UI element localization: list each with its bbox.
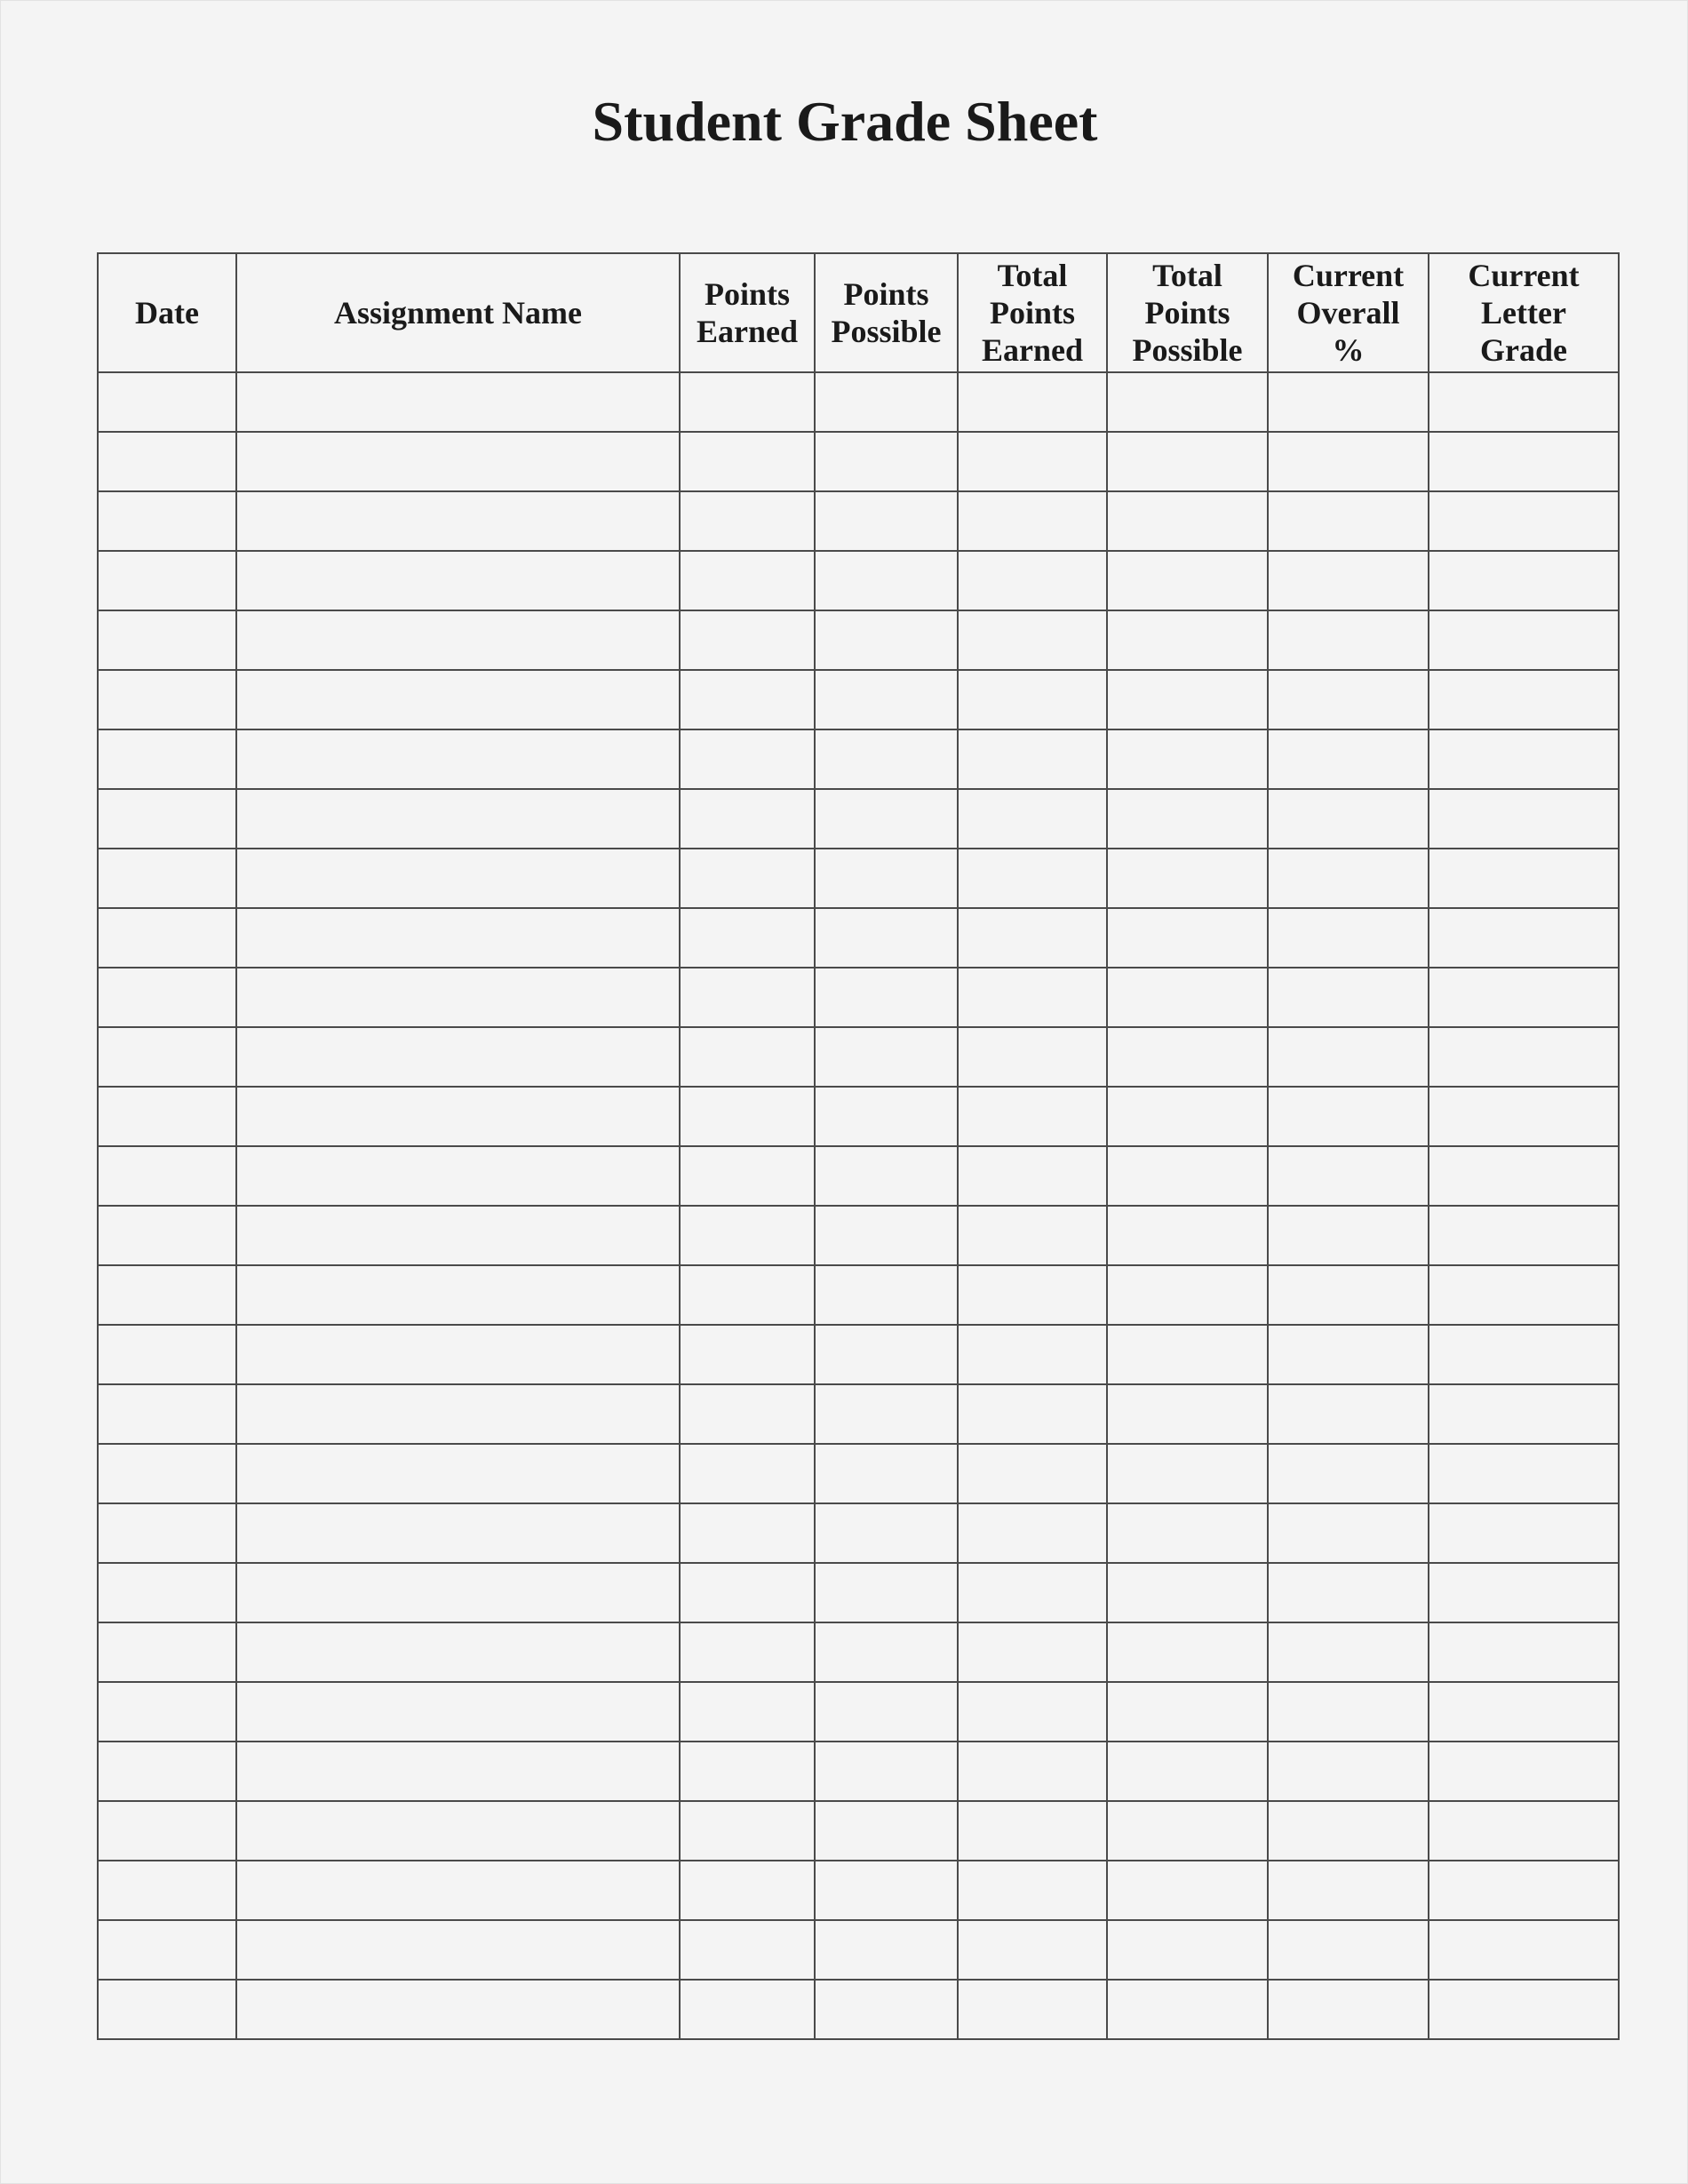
table-cell-points-possible <box>815 1861 958 1920</box>
table-cell-total-points-possible <box>1107 491 1268 551</box>
page-title: Student Grade Sheet <box>592 90 1098 153</box>
table-cell-total-points-possible <box>1107 789 1268 849</box>
table-cell-total-points-earned <box>958 968 1107 1027</box>
table-cell-current-overall-percent <box>1268 610 1429 670</box>
table-cell-total-points-earned <box>958 372 1107 432</box>
table-cell-current-letter-grade <box>1429 1325 1619 1384</box>
table-cell-total-points-earned <box>958 551 1107 610</box>
table-cell-date <box>98 1682 236 1742</box>
column-header-line: Assignment Name <box>334 295 582 331</box>
table-cell-total-points-possible <box>1107 1861 1268 1920</box>
table-cell-date <box>98 1384 236 1444</box>
table-cell-current-letter-grade <box>1429 1027 1619 1087</box>
table-cell-total-points-possible <box>1107 1622 1268 1682</box>
table-cell-current-letter-grade <box>1429 1980 1619 2039</box>
table-row <box>98 789 1619 849</box>
table-cell-current-letter-grade <box>1429 1920 1619 1980</box>
table-cell-points-possible <box>815 1801 958 1861</box>
table-cell-points-earned <box>680 1920 815 1980</box>
table-cell-total-points-earned <box>958 1503 1107 1563</box>
table-row <box>98 1861 1619 1920</box>
table-cell-assignment-name <box>236 1742 680 1801</box>
table-row <box>98 1742 1619 1801</box>
table-cell-current-letter-grade <box>1429 670 1619 729</box>
grade-table <box>97 252 1620 2040</box>
column-header-line: Overall <box>1296 295 1400 331</box>
table-cell-current-overall-percent <box>1268 729 1429 789</box>
table-cell-points-possible <box>815 1682 958 1742</box>
table-cell-current-overall-percent <box>1268 491 1429 551</box>
table-cell-points-possible <box>815 1265 958 1325</box>
table-cell-total-points-earned <box>958 908 1107 968</box>
table-cell-points-earned <box>680 1087 815 1146</box>
table-cell-assignment-name <box>236 670 680 729</box>
table-cell-date <box>98 1027 236 1087</box>
table-cell-points-earned <box>680 372 815 432</box>
table-cell-points-possible <box>815 1503 958 1563</box>
table-cell-assignment-name <box>236 1801 680 1861</box>
table-cell-current-overall-percent <box>1268 1920 1429 1980</box>
table-cell-total-points-earned <box>958 1206 1107 1265</box>
table-cell-current-letter-grade <box>1429 1087 1619 1146</box>
table-cell-current-overall-percent <box>1268 432 1429 491</box>
table-cell-total-points-possible <box>1107 372 1268 432</box>
table-cell-points-possible <box>815 1622 958 1682</box>
table-cell-assignment-name <box>236 432 680 491</box>
column-header-line: Letter <box>1481 295 1566 331</box>
table-cell-total-points-possible <box>1107 1087 1268 1146</box>
table-cell-current-letter-grade <box>1429 729 1619 789</box>
table-row <box>98 372 1619 432</box>
table-cell-date <box>98 1861 236 1920</box>
table-row <box>98 610 1619 670</box>
table-cell-total-points-possible <box>1107 1980 1268 2039</box>
table-cell-points-possible <box>815 610 958 670</box>
column-header-line: % <box>1332 332 1365 368</box>
table-cell-total-points-possible <box>1107 729 1268 789</box>
table-cell-points-possible <box>815 372 958 432</box>
column-header-line: Earned <box>981 332 1083 368</box>
table-cell-total-points-possible <box>1107 849 1268 908</box>
table-cell-points-earned <box>680 908 815 968</box>
table-cell-current-overall-percent <box>1268 1563 1429 1622</box>
table-cell-points-earned <box>680 1622 815 1682</box>
table-cell-date <box>98 908 236 968</box>
table-cell-total-points-earned <box>958 729 1107 789</box>
table-cell-assignment-name <box>236 1027 680 1087</box>
column-header-date <box>98 253 236 372</box>
table-row <box>98 432 1619 491</box>
table-row <box>98 1682 1619 1742</box>
table-cell-date <box>98 1503 236 1563</box>
table-cell-points-possible <box>815 670 958 729</box>
table-row <box>98 670 1619 729</box>
table-cell-date <box>98 1742 236 1801</box>
table-cell-total-points-possible <box>1107 908 1268 968</box>
table-cell-total-points-earned <box>958 1801 1107 1861</box>
table-cell-total-points-earned <box>958 1027 1107 1087</box>
table-cell-assignment-name <box>236 1325 680 1384</box>
table-cell-current-letter-grade <box>1429 908 1619 968</box>
table-cell-current-letter-grade <box>1429 789 1619 849</box>
column-header-line: Possible <box>1132 332 1243 368</box>
table-cell-assignment-name <box>236 372 680 432</box>
table-cell-assignment-name <box>236 1920 680 1980</box>
table-cell-points-earned <box>680 1503 815 1563</box>
table-cell-total-points-earned <box>958 432 1107 491</box>
table-cell-date <box>98 610 236 670</box>
table-cell-total-points-possible <box>1107 1265 1268 1325</box>
table-cell-current-overall-percent <box>1268 372 1429 432</box>
table-cell-total-points-possible <box>1107 670 1268 729</box>
table-cell-date <box>98 491 236 551</box>
table-cell-total-points-earned <box>958 1920 1107 1980</box>
table-row <box>98 849 1619 908</box>
table-cell-date <box>98 849 236 908</box>
table-cell-current-letter-grade <box>1429 1206 1619 1265</box>
table-cell-total-points-earned <box>958 1861 1107 1920</box>
table-cell-points-earned <box>680 1980 815 2039</box>
table-cell-total-points-possible <box>1107 1742 1268 1801</box>
column-header-line: Earned <box>696 314 798 349</box>
table-cell-current-overall-percent <box>1268 849 1429 908</box>
table-cell-current-overall-percent <box>1268 908 1429 968</box>
table-cell-total-points-possible <box>1107 1503 1268 1563</box>
table-cell-points-possible <box>815 908 958 968</box>
table-cell-current-letter-grade <box>1429 491 1619 551</box>
table-row <box>98 551 1619 610</box>
table-cell-current-letter-grade <box>1429 1682 1619 1742</box>
table-row <box>98 1444 1619 1503</box>
table-cell-points-earned <box>680 610 815 670</box>
table-cell-total-points-earned <box>958 1265 1107 1325</box>
table-cell-current-overall-percent <box>1268 1980 1429 2039</box>
table-cell-points-earned <box>680 968 815 1027</box>
table-cell-date <box>98 729 236 789</box>
column-header-assignment-name <box>236 253 680 372</box>
table-cell-points-earned <box>680 1146 815 1206</box>
table-cell-total-points-possible <box>1107 1384 1268 1444</box>
table-cell-total-points-possible <box>1107 1027 1268 1087</box>
table-cell-current-overall-percent <box>1268 1206 1429 1265</box>
table-cell-current-letter-grade <box>1429 372 1619 432</box>
table-cell-assignment-name <box>236 908 680 968</box>
column-header-current-letter-grade <box>1429 253 1619 372</box>
table-cell-total-points-possible <box>1107 1563 1268 1622</box>
table-cell-assignment-name <box>236 1265 680 1325</box>
table-cell-points-earned <box>680 789 815 849</box>
table-row <box>98 1087 1619 1146</box>
table-cell-assignment-name <box>236 1682 680 1742</box>
column-header-line: Points <box>989 295 1075 331</box>
table-cell-current-overall-percent <box>1268 1265 1429 1325</box>
table-row <box>98 1384 1619 1444</box>
table-cell-points-earned <box>680 1206 815 1265</box>
table-cell-points-earned <box>680 729 815 789</box>
column-header-points-possible <box>815 253 958 372</box>
table-cell-current-letter-grade <box>1429 1622 1619 1682</box>
table-cell-current-overall-percent <box>1268 1861 1429 1920</box>
table-cell-date <box>98 789 236 849</box>
table-cell-date <box>98 1563 236 1622</box>
table-cell-current-overall-percent <box>1268 1503 1429 1563</box>
table-cell-points-possible <box>815 432 958 491</box>
table-cell-points-earned <box>680 1682 815 1742</box>
table-cell-total-points-earned <box>958 670 1107 729</box>
table-cell-current-letter-grade <box>1429 1146 1619 1206</box>
column-header-line: Total <box>1152 258 1222 293</box>
table-cell-assignment-name <box>236 1861 680 1920</box>
table-cell-points-possible <box>815 968 958 1027</box>
table-row <box>98 1146 1619 1206</box>
table-cell-assignment-name <box>236 1384 680 1444</box>
table-cell-points-possible <box>815 1444 958 1503</box>
table-cell-points-earned <box>680 1444 815 1503</box>
table-cell-current-letter-grade <box>1429 1503 1619 1563</box>
table-cell-total-points-earned <box>958 1563 1107 1622</box>
table-cell-current-overall-percent <box>1268 1622 1429 1682</box>
table-cell-date <box>98 670 236 729</box>
table-cell-assignment-name <box>236 1563 680 1622</box>
table-cell-total-points-possible <box>1107 1206 1268 1265</box>
table-cell-date <box>98 1444 236 1503</box>
table-cell-current-overall-percent <box>1268 1146 1429 1206</box>
table-cell-current-overall-percent <box>1268 1325 1429 1384</box>
table-cell-current-letter-grade <box>1429 1861 1619 1920</box>
table-cell-total-points-possible <box>1107 1920 1268 1980</box>
column-header-total-points-earned <box>958 253 1107 372</box>
table-cell-date <box>98 551 236 610</box>
table-cell-date <box>98 1265 236 1325</box>
table-cell-total-points-earned <box>958 1325 1107 1384</box>
table-cell-points-possible <box>815 1087 958 1146</box>
table-cell-points-earned <box>680 551 815 610</box>
column-header-line: Points <box>1144 295 1230 331</box>
table-cell-total-points-possible <box>1107 1801 1268 1861</box>
table-cell-points-earned <box>680 1801 815 1861</box>
table-cell-total-points-earned <box>958 491 1107 551</box>
table-cell-assignment-name <box>236 849 680 908</box>
table-cell-current-overall-percent <box>1268 1742 1429 1801</box>
table-cell-assignment-name <box>236 1980 680 2039</box>
table-cell-current-overall-percent <box>1268 1682 1429 1742</box>
table-cell-current-overall-percent <box>1268 1384 1429 1444</box>
table-cell-total-points-possible <box>1107 968 1268 1027</box>
table-cell-current-overall-percent <box>1268 1444 1429 1503</box>
table-cell-assignment-name <box>236 789 680 849</box>
table-cell-points-earned <box>680 670 815 729</box>
table-cell-points-earned <box>680 1265 815 1325</box>
table-cell-points-possible <box>815 1384 958 1444</box>
table-row <box>98 1027 1619 1087</box>
table-cell-assignment-name <box>236 610 680 670</box>
table-cell-assignment-name <box>236 491 680 551</box>
table-cell-assignment-name <box>236 1444 680 1503</box>
table-cell-points-earned <box>680 1861 815 1920</box>
table-cell-points-earned <box>680 432 815 491</box>
table-cell-assignment-name <box>236 1622 680 1682</box>
column-header-line: Current <box>1292 258 1405 293</box>
table-cell-assignment-name <box>236 1146 680 1206</box>
table-cell-points-earned <box>680 849 815 908</box>
table-cell-date <box>98 1087 236 1146</box>
table-cell-date <box>98 1206 236 1265</box>
table-cell-points-earned <box>680 1027 815 1087</box>
table-cell-total-points-earned <box>958 610 1107 670</box>
table-cell-current-overall-percent <box>1268 789 1429 849</box>
table-cell-points-earned <box>680 1563 815 1622</box>
table-row <box>98 491 1619 551</box>
column-header-line: Points <box>843 276 929 312</box>
table-cell-date <box>98 1146 236 1206</box>
table-cell-total-points-possible <box>1107 1444 1268 1503</box>
table-cell-current-letter-grade <box>1429 1444 1619 1503</box>
table-cell-points-earned <box>680 1742 815 1801</box>
table-row <box>98 1206 1619 1265</box>
table-cell-points-possible <box>815 1146 958 1206</box>
table-cell-total-points-earned <box>958 1146 1107 1206</box>
table-cell-date <box>98 372 236 432</box>
table-cell-current-letter-grade <box>1429 1801 1619 1861</box>
table-row <box>98 1980 1619 2039</box>
table-cell-total-points-earned <box>958 1682 1107 1742</box>
table-cell-date <box>98 968 236 1027</box>
table-cell-current-overall-percent <box>1268 670 1429 729</box>
table-cell-current-letter-grade <box>1429 1563 1619 1622</box>
table-cell-date <box>98 1622 236 1682</box>
table-cell-points-possible <box>815 1563 958 1622</box>
table-cell-total-points-possible <box>1107 610 1268 670</box>
table-cell-points-possible <box>815 729 958 789</box>
table-cell-assignment-name <box>236 551 680 610</box>
table-cell-assignment-name <box>236 968 680 1027</box>
table-cell-total-points-earned <box>958 1980 1107 2039</box>
table-cell-points-possible <box>815 491 958 551</box>
table-cell-total-points-earned <box>958 789 1107 849</box>
table-cell-total-points-earned <box>958 1622 1107 1682</box>
table-cell-points-possible <box>815 1325 958 1384</box>
table-cell-points-possible <box>815 551 958 610</box>
table-cell-points-possible <box>815 789 958 849</box>
table-row <box>98 1622 1619 1682</box>
table-cell-points-earned <box>680 491 815 551</box>
table-row <box>98 729 1619 789</box>
table-cell-points-possible <box>815 1920 958 1980</box>
table-cell-assignment-name <box>236 1206 680 1265</box>
column-header-line: Grade <box>1480 332 1567 368</box>
table-cell-date <box>98 1325 236 1384</box>
table-cell-points-possible <box>815 1980 958 2039</box>
table-cell-current-letter-grade <box>1429 849 1619 908</box>
table-row <box>98 1503 1619 1563</box>
table-cell-current-overall-percent <box>1268 551 1429 610</box>
table-cell-total-points-earned <box>958 1444 1107 1503</box>
table-row <box>98 968 1619 1027</box>
table-cell-total-points-possible <box>1107 1325 1268 1384</box>
table-cell-points-possible <box>815 1206 958 1265</box>
table-cell-current-letter-grade <box>1429 968 1619 1027</box>
table-cell-total-points-earned <box>958 1087 1107 1146</box>
table-cell-current-letter-grade <box>1429 610 1619 670</box>
table-cell-current-overall-percent <box>1268 1801 1429 1861</box>
table-cell-total-points-possible <box>1107 1682 1268 1742</box>
table-cell-current-letter-grade <box>1429 1384 1619 1444</box>
table-cell-current-letter-grade <box>1429 432 1619 491</box>
table-row <box>98 1325 1619 1384</box>
table-cell-current-overall-percent <box>1268 1087 1429 1146</box>
table-cell-total-points-possible <box>1107 551 1268 610</box>
table-cell-current-letter-grade <box>1429 551 1619 610</box>
column-header-line: Date <box>135 295 199 331</box>
table-cell-date <box>98 432 236 491</box>
table-cell-points-possible <box>815 849 958 908</box>
table-cell-points-possible <box>815 1027 958 1087</box>
column-header-line: Points <box>704 276 790 312</box>
column-header-line: Total <box>997 258 1068 293</box>
table-cell-total-points-earned <box>958 1742 1107 1801</box>
table-row <box>98 1920 1619 1980</box>
table-cell-date <box>98 1801 236 1861</box>
table-cell-assignment-name <box>236 1087 680 1146</box>
column-header-current-overall-percent <box>1268 253 1429 372</box>
table-cell-total-points-earned <box>958 1384 1107 1444</box>
table-header-row <box>98 253 1619 372</box>
table-cell-total-points-possible <box>1107 1146 1268 1206</box>
column-header-total-points-possible <box>1107 253 1268 372</box>
table-cell-points-possible <box>815 1742 958 1801</box>
table-cell-points-earned <box>680 1325 815 1384</box>
table-cell-date <box>98 1920 236 1980</box>
table-cell-current-letter-grade <box>1429 1742 1619 1801</box>
column-header-points-earned <box>680 253 815 372</box>
table-row <box>98 1563 1619 1622</box>
table-cell-current-overall-percent <box>1268 968 1429 1027</box>
table-cell-date <box>98 1980 236 2039</box>
table-cell-total-points-earned <box>958 849 1107 908</box>
table-cell-assignment-name <box>236 1503 680 1563</box>
table-cell-total-points-possible <box>1107 432 1268 491</box>
table-row <box>98 1265 1619 1325</box>
column-header-line: Possible <box>831 314 942 349</box>
table-cell-points-earned <box>680 1384 815 1444</box>
table-body <box>98 372 1619 2039</box>
table-cell-current-letter-grade <box>1429 1265 1619 1325</box>
table-row <box>98 908 1619 968</box>
table-cell-current-overall-percent <box>1268 1027 1429 1087</box>
table-cell-assignment-name <box>236 729 680 789</box>
table-row <box>98 1801 1619 1861</box>
column-header-line: Current <box>1468 258 1580 293</box>
